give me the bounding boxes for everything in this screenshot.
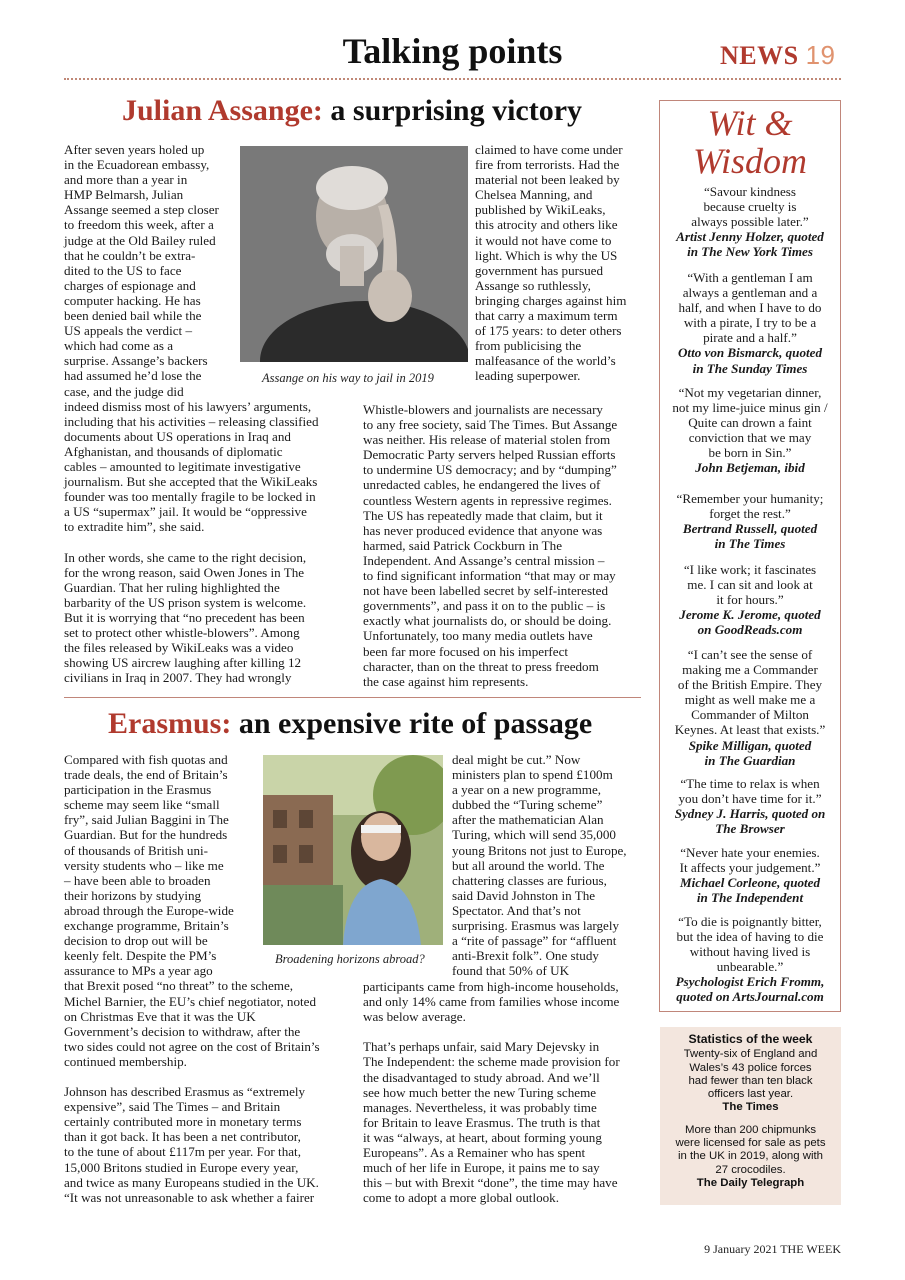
text-line: leading superpower. [475, 368, 581, 384]
text-line: for the wrong reason, said Owen Jones in The [64, 564, 305, 580]
text-line: but all around the world. The [452, 857, 605, 873]
assange-headline-lead: Julian Assange: [122, 94, 323, 127]
text-line: of thousands of British uni- [64, 842, 209, 858]
text-line: 15,000 Britons studied in Europe every year, [64, 1159, 299, 1175]
text-line: that he couldn’t be extra- [64, 247, 196, 263]
text-line: see how much better the new Turing scheme [363, 1084, 597, 1100]
text-line: found that 50% of UK [452, 963, 570, 979]
text-line: and more than a year in [64, 172, 188, 188]
text-line: continued membership. [64, 1053, 187, 1069]
text-line: exchange programme, Britain’s [64, 918, 229, 934]
text-line: Johnson has described Erasmus as “extremely [64, 1084, 306, 1100]
text-line: ministers plan to spend £100m [452, 767, 613, 783]
text-line: on Christmas Eve that it was the UK [64, 1008, 256, 1024]
text-line: set to protect other whistle-blowers”. Among [64, 625, 300, 640]
quote-text: “The time to relax is when you don’t have time for it.” [678, 776, 822, 807]
text-line: it was “always, at heart, about forming young [363, 1129, 602, 1145]
text-line: surprise. Assange’s backers [64, 353, 208, 369]
text-line: civilians in Iraq in 2007. They had wrongly [64, 670, 292, 686]
text-line: HMP Belmarsh, Julian [64, 187, 184, 203]
quote-attribution: Artist Jenny Holzer, quoted in The New York Times [676, 229, 824, 260]
text-line: Whistle-blowers and journalists are necessary [363, 402, 603, 417]
erasmus-photo-caption: Broadening horizons abroad? [275, 952, 425, 966]
text-line: founder was too mentally fragile to be locked in [64, 489, 316, 505]
article-divider [64, 697, 641, 698]
erasmus-column-right-top [452, 752, 627, 978]
text-line: deal might be cut.” Now [452, 752, 581, 767]
text-line: That’s perhaps unfair, said Mary Dejevsky in [363, 1039, 600, 1055]
text-line: young Britons not just to Europe, [452, 842, 627, 858]
text-line: cables – amounted to legitimate investigative [64, 458, 301, 474]
quote-text: “Never hate your enemies. It affects your judgement.” [679, 845, 821, 876]
quote [661, 776, 839, 836]
text-line: surprising. Erasmus was largely [452, 918, 620, 934]
text-line: Independent. And Assange’s central mission – [363, 552, 605, 568]
erasmus-column-right-bottom [363, 979, 620, 1205]
text-line: this – but with Brexit “done”, the time may have [363, 1175, 618, 1191]
text-line: After seven years holed up [64, 142, 205, 157]
text-line: expensive”, said The Times – and Britain [64, 1099, 281, 1115]
page-number: 19 [805, 40, 836, 70]
quote-text: “To die is poignantly bitter, but the idea of having to die without having lived is unbearable.” [676, 914, 824, 975]
quote [661, 845, 839, 905]
text-line: Unfortunately, too many media outlets have [363, 628, 593, 644]
text-line: to undermine US democracy; and by “dumping” [363, 462, 617, 478]
quote-text: “Remember your humanity; forget the rest.” [676, 491, 824, 522]
text-line: The Independent: the scheme made provision for [363, 1054, 620, 1070]
text-line: has never produced evidence that anyone was [363, 522, 603, 538]
assange-headline-rest: a surprising victory [322, 94, 583, 127]
text-line: barbarity of the US prison system is welcome. [64, 594, 307, 610]
quote-text: “With a gentleman I am always a gentleman and a half, and when I have to do with a pirate, I try to be a pirate and a half.” [678, 270, 822, 346]
text-line: of 175 years: to deter others [475, 323, 622, 339]
text-line: for Britain to leave Erasmus. The truth is that [363, 1114, 601, 1130]
text-line: manages. Nevertheless, it was probably time [363, 1099, 597, 1115]
quote-text: “I like work; it fascinates me. I can sit and look at it for hours.” [683, 562, 817, 608]
statistics-title: Statistics of the week [688, 1032, 813, 1046]
text-line: been denied bail while the [64, 308, 202, 324]
text-line: indeed dismiss most of his lawyers’ arguments, [64, 398, 312, 414]
text-line: than it got back. It has been a net contributor, [64, 1129, 301, 1145]
text-line: the disadvantaged to study abroad. And we’ll [363, 1069, 600, 1085]
text-line: keenly felt. Despite the PM’s [64, 948, 217, 964]
text-line: Guardian. But for the hundreds [64, 827, 228, 843]
quote [661, 184, 839, 259]
text-line: that carry a maximum term [475, 308, 618, 324]
text-line: Assange seemed a step closer [64, 202, 219, 218]
statistic-text: More than 200 chipmunks were licensed for sale as pets in the UK in 2019, along with 27 crocodiles. [675, 1123, 826, 1176]
text-line: journalism. But she accepted that the WikiLeaks [64, 474, 318, 490]
text-line: this atrocity and others like [475, 217, 618, 233]
text-line: was below average. [363, 1009, 466, 1025]
quote-attribution: Bertrand Russell, quoted in The Times [682, 521, 818, 552]
statistic-text: Twenty-six of England and Wales’s 43 police forces had fewer than ten black officers last year. [683, 1048, 818, 1101]
text-line: exactly what journalists do, or should be doing. [363, 613, 612, 629]
text-line: after the mathematician Alan [452, 812, 604, 828]
wit-title-line: Wisdom [692, 141, 807, 181]
quote [661, 385, 839, 476]
text-line: participants came from high-income households, [363, 979, 619, 994]
text-line: Government’s decision to withdraw, after the [64, 1023, 301, 1039]
quote [661, 270, 839, 376]
quote-attribution: Jerome K. Jerome, quoted on GoodReads.com [679, 607, 821, 638]
erasmus-column-left [64, 752, 320, 1205]
text-line: and only 14% came from families whose income [363, 994, 620, 1010]
page-title: Talking points [342, 31, 563, 71]
text-line: to find significant information “that may or may [363, 568, 616, 584]
quote-text: “Not my vegetarian dinner, not my lime-juice minus gin / Quite can drown a faint conviction that we may be born in Sin.” [672, 385, 828, 461]
statistic-source: The Daily Telegraph [696, 1176, 805, 1189]
text-line: Europeans”. As a Remainer who has spent [363, 1145, 586, 1161]
text-line: was neither. His release of material stolen from [363, 432, 611, 448]
text-line: to extradite him”, she said. [64, 519, 205, 535]
text-line: government has pursued [475, 262, 603, 278]
text-line: a year on a new programme, [452, 782, 602, 798]
text-line: harmed, said Patrick Cockburn in The [363, 537, 563, 553]
quote [661, 491, 839, 551]
erasmus-headline [108, 707, 592, 741]
text-line: But it is worrying that “no precedent has been [64, 609, 305, 625]
text-line: scheme may seem like “small [64, 797, 220, 813]
text-line: versity students who – like me [64, 857, 224, 873]
text-line: been far more focused on his imperfect [363, 643, 569, 659]
text-line: that Brexit posed “no threat” to the scheme, [64, 978, 294, 994]
quote-attribution: Sydney J. Harris, quoted on The Browser [674, 806, 826, 837]
text-line: Afghanistan, and thousands of diplomatic [64, 443, 283, 459]
text-line: a “rite of passage” for “affluent [452, 933, 617, 949]
text-line: Compared with fish quotas and [64, 752, 228, 767]
wit-title-line: Wit & [707, 103, 793, 143]
text-line: including that his activities – releasing classified [64, 413, 319, 429]
quote [661, 914, 839, 1005]
text-line: charges of espionage and [64, 277, 196, 293]
text-line: a US “supermax” jail. It would be “oppressive [64, 504, 307, 520]
header-divider [64, 78, 841, 80]
text-line: said David Johnston in The [452, 887, 596, 903]
text-line: and twice as many Europeans studied in the UK. [64, 1174, 319, 1190]
text-line: Assange so ruthlessly, [475, 277, 591, 293]
quote-attribution: Spike Milligan, quoted in The Guardian [688, 737, 812, 768]
text-line: Democratic Party servers helped Russian efforts [363, 447, 616, 463]
quote-attribution: Psychologist Erich Fromm, quoted on ArtsJournal.com [675, 974, 825, 1005]
text-line: documents about US operations in Iraq and [64, 428, 291, 444]
text-line: dited to the US to face [64, 262, 182, 278]
assange-column-left-top [64, 142, 319, 685]
text-line: “It was not unreasonable to ask whether a fairer [64, 1189, 315, 1205]
text-line: Guardian. That her ruling highlighted the [64, 579, 280, 595]
quote-attribution: Michael Corleone, quoted in The Independent [679, 875, 821, 906]
text-line: decision to drop out will be [64, 933, 208, 949]
quote-attribution: Otto von Bismarck, quoted in The Sunday Times [677, 345, 823, 376]
text-line: participation in the Erasmus [64, 782, 212, 798]
erasmus-headline-lead: Erasmus: [108, 707, 232, 740]
text-line: bringing charges against him [475, 292, 627, 308]
text-line: which had come as a [64, 338, 174, 354]
page-footer: 9 January 2021 THE WEEK [704, 1242, 841, 1256]
wit-wisdom-title [659, 104, 841, 180]
text-line: the case against him represents. [363, 673, 529, 689]
text-line: much of her life in Europe, it pains me to say [363, 1160, 600, 1176]
text-line: two sides could not agree on the cost of Britain’s [64, 1038, 320, 1054]
assange-photo-caption: Assange on his way to jail in 2019 [262, 371, 434, 385]
text-line: in the Ecuadorean embassy, [64, 157, 210, 173]
quote-text: “Savour kindness because cruelty is always possible later.” [691, 184, 809, 230]
quote [661, 562, 839, 637]
text-line: claimed to have come under [475, 142, 623, 157]
text-line: character, than on the threat to press freedom [363, 658, 599, 674]
text-line: to the tune of about £117m per year. For that, [64, 1144, 301, 1160]
assange-headline [122, 94, 582, 128]
text-line: from publicising the [475, 338, 582, 354]
text-line: the files released by WikiLeaks was a video [64, 640, 294, 656]
erasmus-headline-rest: an expensive rite of passage [231, 707, 593, 740]
text-line: – have been able to broaden [64, 872, 211, 888]
text-line: not have been labelled secret by self-interested [363, 583, 609, 599]
text-line: case, and the judge did [64, 383, 184, 399]
text-line: trade deals, the end of Britain’s [64, 767, 228, 783]
text-line: fire from terrorists. Had the [475, 157, 620, 173]
text-line: Spectator. And that’s not [452, 902, 581, 918]
quote-attribution: John Betjeman, ibid [695, 460, 805, 476]
text-line: anti-Brexit folk”. One study [452, 948, 599, 964]
text-line: Chelsea Manning, and [475, 187, 593, 203]
text-line: countless Western agents in repressive regimes. [363, 492, 612, 508]
text-line: to freedom this week, after a [64, 217, 214, 233]
text-line: malfeasance of the world’s [475, 353, 616, 369]
quote-text: “I can’t see the sense of making me a Commander of the British Empire. They might as well make me a Commander of Milton Keynes. At least that exists.” [674, 647, 826, 738]
text-line: published by WikiLeaks, [475, 202, 606, 218]
section-name: NEWS [720, 41, 799, 70]
text-line: to any free society, said The Times. But Assange [363, 417, 618, 433]
text-line: governments”, and pass it on to the public – is [363, 598, 606, 614]
text-line: dubbed the “Turing scheme” [452, 797, 603, 813]
text-line: fry”, said Julian Baggini in The [64, 812, 229, 828]
text-line: judge at the Old Bailey ruled [64, 232, 216, 248]
text-line: unredacted cables, he endangered the lives of [363, 477, 601, 493]
text-line: assurance to MPs a year ago [64, 963, 213, 979]
text-line: showing US aircrew laughing after killing 12 [64, 655, 302, 671]
text-line: Turing, which will send 35,000 [452, 827, 616, 843]
text-line: abroad through the Europe-wide [64, 902, 234, 918]
text-line: In other words, she came to the right decision, [64, 549, 307, 565]
statistics-content [660, 1033, 841, 1190]
text-line: US appeals the verdict – [64, 323, 192, 339]
text-line: chattering classes are furious, [452, 872, 607, 888]
text-line: their horizons by studying [64, 887, 202, 903]
text-line: material not been leaked by [475, 172, 620, 188]
text-line: had assumed he’d lose the [64, 368, 202, 384]
assange-column-right-top [475, 142, 626, 384]
text-line: Michel Barnier, the EU’s chief negotiator, noted [64, 993, 317, 1009]
text-line: it would not have come to [475, 232, 612, 248]
text-line: come to adopt a more global outlook. [363, 1190, 559, 1206]
section-label [720, 40, 836, 71]
text-line: light. Which is why the US [475, 247, 618, 263]
assange-column-right-bottom [363, 402, 617, 689]
text-line: computer hacking. He has [64, 292, 201, 308]
text-line: certainly contributed more in monetary terms [64, 1114, 302, 1130]
quote [661, 647, 839, 768]
statistic-source: The Times [722, 1101, 779, 1114]
text-line: The US has repeatedly made that claim, but it [363, 507, 603, 523]
